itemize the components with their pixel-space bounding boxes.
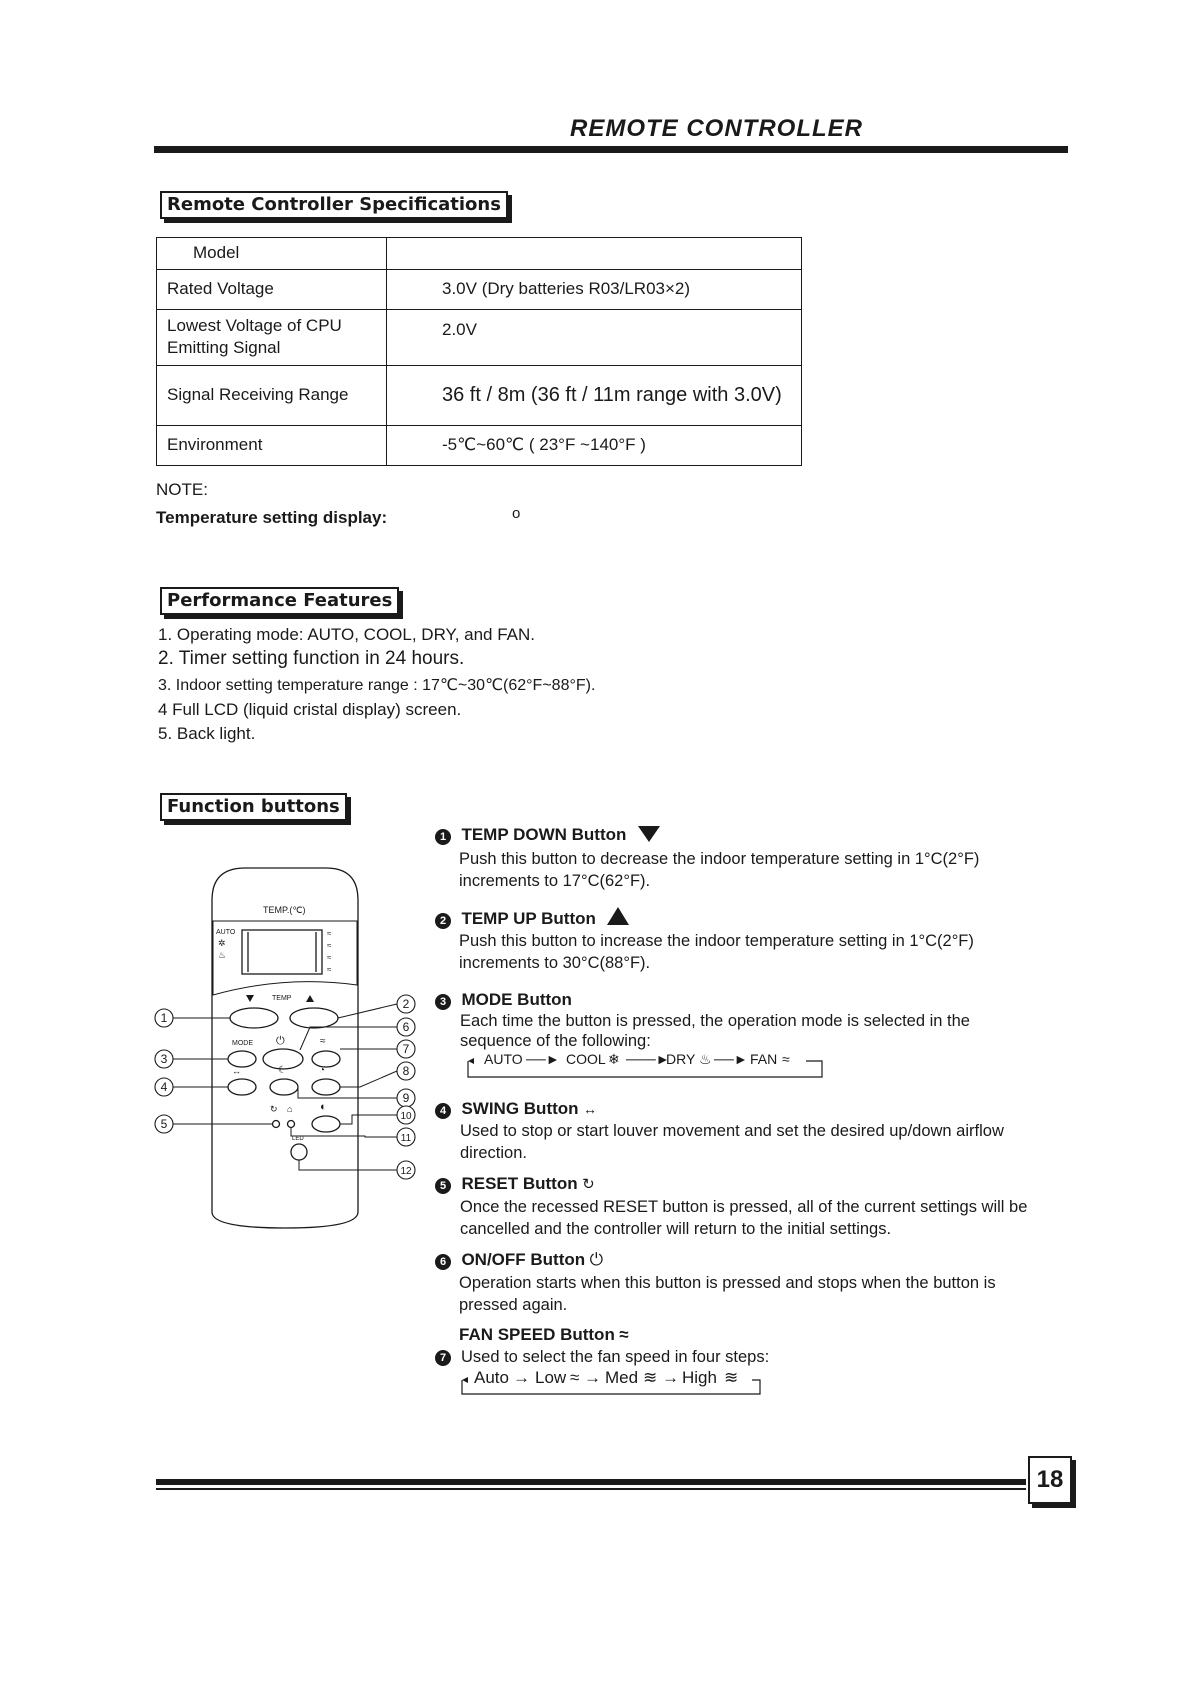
arrow-right-icon: ───► <box>626 1051 670 1067</box>
arrow-right-icon: → <box>584 1368 601 1387</box>
temp-down-icon <box>246 995 254 1002</box>
note-temp-display: Temperature setting display: <box>156 508 388 527</box>
note-heading: NOTE: <box>156 480 208 499</box>
note-degree-mark: o <box>512 505 521 522</box>
spec-value <box>387 238 802 270</box>
function-buttons-heading: Function buttons <box>160 793 347 821</box>
fan-icon: ≈ <box>619 1325 629 1344</box>
button-desc-reset <box>435 1174 595 1194</box>
fan-low: Low <box>535 1368 567 1387</box>
fan-high-icon: ≋ <box>724 1368 739 1387</box>
number-badge: 3 <box>435 994 451 1010</box>
snowflake-icon: ✲ <box>218 938 226 948</box>
fan-sequence <box>460 1368 770 1396</box>
triangle-down-icon <box>637 825 661 843</box>
button-title: MODE Button <box>461 990 572 1009</box>
number-badge: 2 <box>435 913 451 929</box>
spec-label: Environment <box>157 425 387 465</box>
button-title: SWING Button <box>461 1099 579 1118</box>
button-desc-text: Each time the button is pressed, the operation mode is selected in the sequence of the following: <box>460 1012 970 1050</box>
swing-icon: ↔ <box>232 1066 241 1076</box>
specs-heading: Remote Controller Specifications <box>160 191 508 219</box>
fan-high: High <box>682 1368 717 1387</box>
callout-label: 3 <box>160 1052 168 1066</box>
button-desc-swing <box>435 1099 597 1119</box>
swing-icon: ↔ <box>583 1101 597 1117</box>
fan-med: Med <box>605 1368 639 1387</box>
triangle-up-icon <box>606 906 630 926</box>
fan-icon: ≈ <box>327 953 332 962</box>
mode-dry: DRY <box>666 1051 696 1067</box>
button-desc-temp-up <box>435 906 630 929</box>
callout-label: 8 <box>402 1064 410 1078</box>
spec-label: Lowest Voltage of CPU Emitting Signal <box>157 309 387 365</box>
mode-fan: FAN <box>750 1051 778 1067</box>
page-number: 18 <box>1028 1456 1072 1504</box>
spec-row-environment <box>157 425 802 465</box>
spec-label: Signal Receiving Range <box>157 365 387 425</box>
button-title: TEMP DOWN Button <box>461 825 627 844</box>
callout-label: 1 <box>160 1011 168 1025</box>
fan-auto: Auto <box>474 1368 509 1387</box>
fan-low-icon: ≈ <box>570 1368 580 1387</box>
spec-row-signal-range <box>157 365 802 425</box>
callout-label: 6 <box>402 1020 410 1034</box>
arrow-right-icon: → <box>513 1368 530 1387</box>
remote-temp-display-label: TEMP.(℃) <box>263 905 306 915</box>
number-badge: 4 <box>435 1103 451 1119</box>
spec-value: 36 ft / 8m (36 ft / 11m range with 3.0V) <box>387 365 802 425</box>
drop-icon: ♨ <box>218 950 227 960</box>
sleep-icon: ☾ <box>278 1065 287 1076</box>
spec-label: Model <box>157 238 387 270</box>
number-badge: 1 <box>435 829 451 845</box>
button-desc-mode <box>435 990 572 1010</box>
footer-rule <box>156 1479 1026 1485</box>
timer-icon: ◔ <box>319 1065 326 1076</box>
callout-label: 11 <box>400 1133 412 1144</box>
mode-auto: AUTO <box>484 1051 523 1067</box>
callout-label: 4 <box>160 1080 168 1094</box>
spec-value: -5℃~60℃ ( 23°F ~140°F ) <box>387 425 802 465</box>
mode-cool: COOL <box>566 1051 606 1067</box>
power-icon: ⏻ <box>276 1035 285 1047</box>
fan-icon: ≈ <box>327 965 332 974</box>
remote-temp-label: TEMP <box>272 995 292 1002</box>
button-desc-temp-down <box>435 825 661 845</box>
spec-value: 2.0V <box>387 309 802 365</box>
fan-icon: ≈ <box>327 941 332 950</box>
remote-led-label: LED <box>292 1136 304 1142</box>
reset-icon: ↻ <box>270 1104 278 1114</box>
performance-heading: Performance Features <box>160 587 399 615</box>
temp-up-icon <box>306 995 314 1002</box>
fan-med-icon: ≋ <box>643 1368 658 1387</box>
button-desc-text: Used to stop or start louver movement and set the desired up/down airflow direction. <box>460 1122 1004 1162</box>
number-badge: 6 <box>435 1254 451 1270</box>
button-desc-fan-speed <box>459 1325 629 1345</box>
remote-auto-label: AUTO <box>216 929 236 936</box>
footer-rule-thin <box>156 1488 1026 1490</box>
fan-icon: ≈ <box>782 1051 790 1067</box>
feature-item: 5. Back light. <box>158 724 256 743</box>
specs-table <box>156 237 802 466</box>
feature-item: 4 Full LCD (liquid cristal display) screen. <box>158 700 462 719</box>
drop-icon: ♨ <box>699 1051 712 1067</box>
fan-icon: ≈ <box>327 929 332 938</box>
reset-icon: ↻ <box>582 1176 595 1193</box>
spec-label: Rated Voltage <box>157 269 387 309</box>
spec-row-lowest-voltage <box>157 309 802 365</box>
callout-label: 12 <box>400 1166 412 1177</box>
arrow-right-icon: ──► <box>526 1051 560 1067</box>
arrow-right-icon: ──► <box>714 1051 748 1067</box>
button-desc-text: Push this button to decrease the indoor temperature setting in 1°C(2°F) increments to 17°C(62°F). <box>459 850 980 890</box>
arrow-right-icon: → <box>662 1368 679 1387</box>
spec-row-rated-voltage <box>157 269 802 309</box>
callout-label: 2 <box>402 997 410 1011</box>
remote-mode-label: MODE <box>232 1040 253 1047</box>
mode-sequence <box>466 1051 826 1079</box>
button-desc-text: Operation starts when this button is pressed and stops when the button is pressed again. <box>459 1274 996 1314</box>
lock-icon: ⌂ <box>287 1104 293 1114</box>
feature-item: 1. Operating mode: AUTO, COOL, DRY, and FAN. <box>158 625 536 644</box>
turbo-icon: ◐ <box>320 1101 327 1113</box>
power-icon: ⏻ <box>589 1250 604 1269</box>
number-badge: 5 <box>435 1178 451 1194</box>
callout-label: 9 <box>402 1091 410 1105</box>
button-desc-text: Used to select the fan speed in four steps: <box>461 1348 770 1366</box>
button-title: TEMP UP Button <box>461 909 596 928</box>
snowflake-icon: ❄ <box>608 1051 620 1067</box>
callout-label: 10 <box>400 1111 412 1122</box>
spec-value: 3.0V (Dry batteries R03/LR03×2) <box>387 269 802 309</box>
feature-item: 3. Indoor setting temperature range : 17℃~30℃(62°F~88°F). <box>158 677 596 694</box>
page-header-title: REMOTE CONTROLLER <box>570 115 863 142</box>
button-title: FAN SPEED Button <box>459 1325 615 1344</box>
button-desc-text: Push this button to increase the indoor temperature setting in 1°C(2°F) increments to 30°C(88°F). <box>459 932 974 972</box>
button-desc-onoff <box>435 1250 603 1270</box>
spec-row-model <box>157 238 802 270</box>
remote-controller-illustration <box>150 860 430 1240</box>
button-desc-text: Once the recessed RESET button is pressed, all of the current settings will be cancelled and the controller will return to the initial settings. <box>460 1198 1028 1238</box>
feature-item: 2. Timer setting function in 24 hours. <box>158 648 465 669</box>
header-rule <box>154 146 1068 153</box>
button-title: RESET Button <box>461 1174 578 1193</box>
fan-speed-icon: ≈ <box>320 1036 326 1047</box>
callout-label: 7 <box>402 1042 410 1056</box>
number-badge: 7 <box>435 1350 451 1366</box>
callout-label: 5 <box>160 1117 168 1131</box>
button-title: ON/OFF Button <box>461 1250 586 1269</box>
